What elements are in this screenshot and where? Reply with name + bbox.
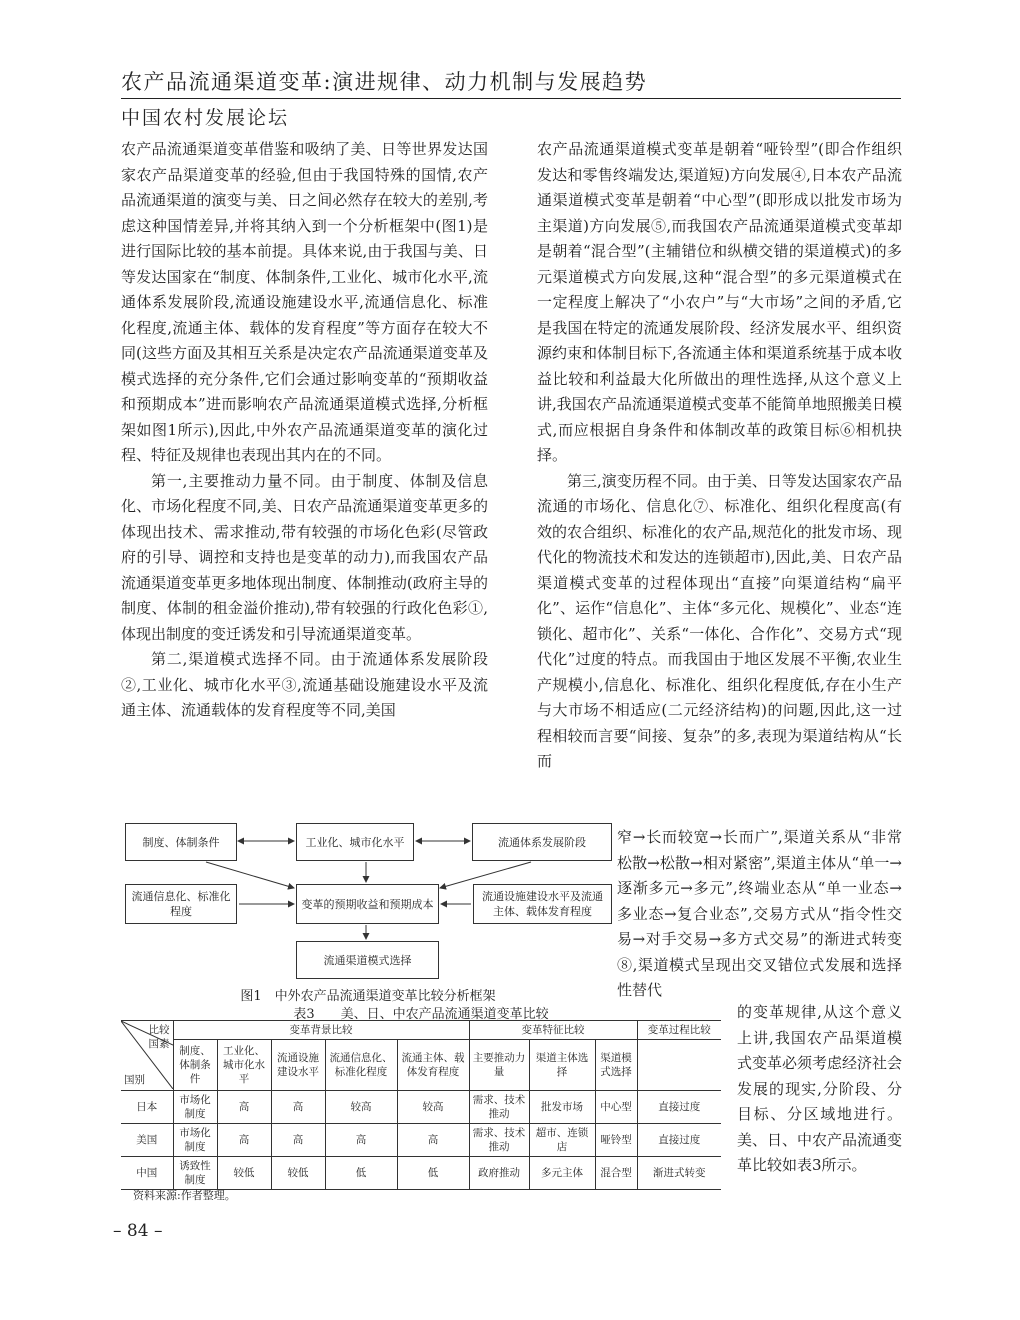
- table-row: [121, 1157, 721, 1190]
- table-cell: 渐进式转变: [637, 1157, 721, 1190]
- column-header: 流通设施建设水平: [271, 1040, 325, 1091]
- corner-label-factor: 国素: [148, 1038, 170, 1050]
- comparison-table: [121, 1020, 721, 1190]
- paragraph: 第一,主要推动力量不同。由于制度、体制及信息化、市场化程度不同,美、日农产品流通渠道变革更多的体现出技术、需求推动,带有较强的市场化色彩(尽管政府的引导、调控和支持也是变革的动力),而我国农产品流通渠道变革更多地体现出制度、体制推动(政府主导的制度、体制的租金溢价推动),带有较强的行政化色彩①,体现出制度的变迁诱发和引导流通渠道变革。: [121, 471, 488, 643]
- corner-label-compare: 比较: [148, 1024, 170, 1036]
- column-header: 工业化、城市化水平: [217, 1040, 271, 1091]
- table-cell: 低: [325, 1157, 397, 1190]
- table-subheader-row: [121, 1040, 721, 1091]
- corner-label-country: 国别: [124, 1074, 145, 1086]
- country-cell: 日本: [121, 1091, 173, 1124]
- column-header: 制度、体制条件: [173, 1040, 217, 1091]
- group-header: 变革特征比较: [469, 1021, 637, 1040]
- figure-caption: 图1 中外农产品流通渠道变革比较分析框架: [240, 989, 496, 1004]
- table-cell: 高: [217, 1091, 271, 1124]
- right-column-continued-2: [737, 1000, 902, 1179]
- box-facilities: 流通设施建设水平及流通主体、载体发育程度: [473, 884, 612, 924]
- table-cell: 需求、技术推动: [469, 1091, 529, 1124]
- country-cell: 中国: [121, 1157, 173, 1190]
- table-cell: 批发市场: [529, 1091, 595, 1124]
- box-circulation-stage: 流通体系发展阶段: [472, 823, 612, 861]
- running-title: 农产品流通渠道变革:演进规律、动力机制与发展趋势: [121, 70, 648, 94]
- box-mode-choice: 流通渠道模式选择: [296, 941, 439, 979]
- paragraph: 窄→长而较宽→长而广”,渠道关系从“非常松散→松散→相对紧密”,渠道主体从“单一→逐渐多元→多元”,终端业态从“单一业态→多业态→复合业态”,交易方式从“指令性交易→对手交易→多方式交易”的渐进式转变⑧,渠道模式呈现出交叉错位式发展和选择性替代: [617, 828, 902, 999]
- column-header: 流通信息化、标准化程度: [325, 1040, 397, 1091]
- table-cell: 低: [397, 1157, 469, 1190]
- column-header: 主要推动力量: [469, 1040, 529, 1091]
- left-column: [121, 137, 488, 724]
- box-expected-benefit-cost: 变革的预期收益和预期成本: [296, 884, 439, 924]
- paragraph: 农产品流通渠道模式变革是朝着“哑铃型”(即合作组织发达和零售终端发达,渠道短)方向发展④,日本农产品流通渠道模式变革是朝着“中心型”(即形成以批发市场为主渠道)方向发展⑤,而我国农产品流通渠道模式变革却是朝着“混合型”(主辅错位和纵横交错的渠道模式)的多元渠道模式方向发展,这种“混合型”的多元渠道模式在一定程度上解决了“小农户”与“大市场”之间的矛盾,它是我国在特定的流通发展阶段、经济发展水平、组织资源约束和体制目标下,各流通主体和渠道系统基于成本收益比较和利益最大化所做出的理性选择,从这个意义上讲,我国农产品流通渠道模式变革不能简单地照搬美日模式,而应根据自身条件和体制改革的政策目标⑥相机抉择。: [537, 140, 902, 464]
- table-caption: 表3 美、日、中农产品流通渠道变革比较: [293, 1007, 549, 1022]
- table-header-row: [121, 1021, 721, 1040]
- paragraph: 第二,渠道模式选择不同。由于流通体系发展阶段②,工业化、城市化水平③,流通基础设施建设水平及流通主体、流通载体的发育程度等不同,美国: [121, 650, 488, 719]
- table-cell: 市场化制度: [173, 1091, 217, 1124]
- table-cell: 多元主体: [529, 1157, 595, 1190]
- journal-name: 中国农村发展论坛: [121, 107, 290, 129]
- paragraph: 的变革规律,从这个意义上讲,我国农产品渠道模式变革必须考虑经济社会发展的现实,分阶段、分目标、分区域地进行。美、日、中农产品流通变革比较如表3所示。: [737, 1003, 903, 1174]
- table-cell: 较高: [397, 1091, 469, 1124]
- table-cell: 高: [271, 1091, 325, 1124]
- page-number: – 84 –: [113, 1221, 163, 1241]
- table-cell: 高: [397, 1124, 469, 1157]
- table-cell: 市场化制度: [173, 1124, 217, 1157]
- paragraph: 第三,演变历程不同。由于美、日等发达国家农产品流通的市场化、信息化⑦、标准化、组织化程度高(有效的农合组织、标准化的农产品,规范化的批发市场、现代化的物流技术和发达的连锁超市),因此,美、日农产品渠道模式变革的过程体现出“直接”向渠道结构“扁平化”、运作“信息化”、主体“多元化、规模化”、业态“连锁化、超市化”、关系“一体化、合作化”、交易方式“现代化”过度的特点。而我国由于地区发展不平衡,农业生产规模小,信息化、标准化、组织化程度低,存在小生产与大市场不相适应(二元经济结构)的问题,因此,这一过程相较而言要“间接、复杂”的多,表现为渠道结构从“长而: [537, 471, 902, 770]
- framework-diagram: [121, 820, 615, 985]
- group-header: 变革过程比较: [637, 1021, 721, 1040]
- table-cell: 政府推动: [469, 1157, 529, 1190]
- box-industrialization: 工业化、城市化水平: [296, 823, 414, 861]
- table-cell: 高: [325, 1124, 397, 1157]
- table-cell: 哑铃型: [595, 1124, 637, 1157]
- corner-cell: [121, 1021, 173, 1091]
- table-cell: 诱致性制度: [173, 1157, 217, 1190]
- table-cell: 高: [217, 1124, 271, 1157]
- table-cell: 混合型: [595, 1157, 637, 1190]
- box-institution: 制度、体制条件: [125, 823, 237, 861]
- right-column: [537, 137, 902, 775]
- column-header-empty: [637, 1040, 721, 1091]
- table-source-note: 资料来源:作者整理。: [133, 1189, 236, 1202]
- column-header: 流通主体、载体发育程度: [397, 1040, 469, 1091]
- header-rule: [121, 98, 901, 99]
- table-row: [121, 1124, 721, 1157]
- table-cell: 中心型: [595, 1091, 637, 1124]
- column-header: 渠道模式选择: [595, 1040, 637, 1091]
- table-cell: 较低: [217, 1157, 271, 1190]
- table-cell: 直接过度: [637, 1124, 721, 1157]
- table-cell: 直接过度: [637, 1091, 721, 1124]
- box-informatization: 流通信息化、标准化程度: [125, 884, 237, 924]
- table-cell: 较高: [325, 1091, 397, 1124]
- table-row: [121, 1091, 721, 1124]
- table-cell: 较低: [271, 1157, 325, 1190]
- table-cell: 超市、连锁店: [529, 1124, 595, 1157]
- column-header: 渠道主体选择: [529, 1040, 595, 1091]
- table-cell: 高: [271, 1124, 325, 1157]
- table-cell: 需求、技术推动: [469, 1124, 529, 1157]
- country-cell: 美国: [121, 1124, 173, 1157]
- right-column-continued: [617, 825, 902, 1004]
- paragraph: 农产品流通渠道变革借鉴和吸纳了美、日等世界发达国家农产品渠道变革的经验,但由于我国特殊的国情,农产品流通渠道的演变与美、日之间必然存在较大的差别,考虑这种国情差异,并将其纳入到一个分析框架中(图1)是进行国际比较的基本前提。具体来说,由于我国与美、日等发达国家在“制度、体制条件,工业化、城市化水平,流通体系发展阶段,流通设施建设水平,流通信息化、标准化程度,流通主体、载体的发育程度”等方面存在较大不同(这些方面及其相互关系是决定农产品流通渠道变革及模式选择的充分条件,它们会通过影响变革的“预期收益和预期成本”进而影响农产品流通渠道模式选择,分析框架如图1所示),因此,中外农产品流通渠道变革的演化过程、特征及规律也表现出其内在的不同。: [121, 140, 488, 464]
- group-header: 变革背景比较: [173, 1021, 469, 1040]
